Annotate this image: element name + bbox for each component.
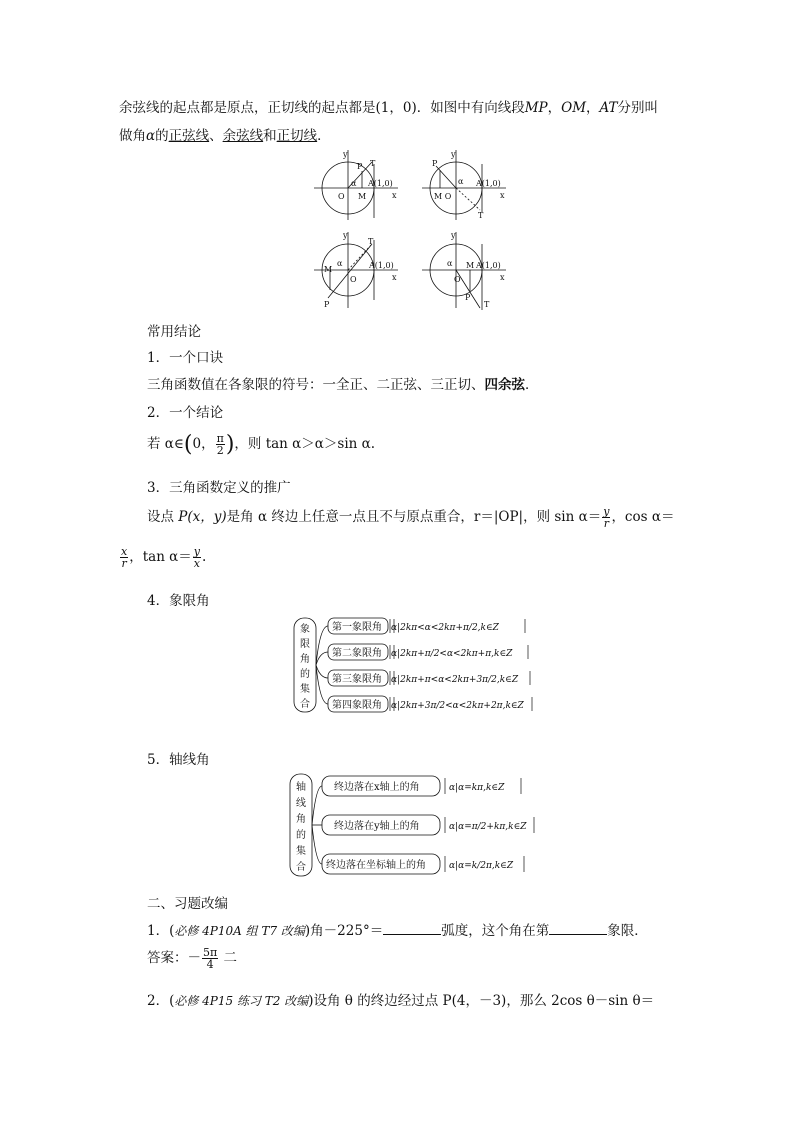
fig-label-y: y (451, 150, 456, 159)
quadrant-label-4: 第四象限角 (332, 700, 382, 711)
rule-end: ． (525, 377, 539, 393)
den: 2 (216, 444, 224, 457)
fig-label-x: x (500, 273, 505, 282)
den: r (121, 557, 127, 570)
fig-label-y: y (451, 231, 456, 240)
figure-quadrant-1 (314, 150, 398, 220)
q1-text: 弧度，这个角在第 (441, 923, 550, 939)
num: y (193, 545, 201, 558)
c2-rest: ，则 tan α＞α＞sin α. (234, 436, 376, 452)
vertical-char: 象 (300, 624, 310, 635)
fig-label-p: P (465, 293, 471, 302)
figure-quadrant-2 (422, 150, 506, 220)
sep: ． (317, 128, 331, 144)
def-text: 设点 (147, 509, 179, 525)
num: x (121, 545, 128, 558)
answer-label: 答案：－ (147, 950, 201, 966)
answer-blank-2[interactable] (549, 922, 607, 935)
num: 5π (203, 946, 218, 959)
axis-label-both: 终边落在坐标轴上的角 (326, 860, 426, 871)
c2-text: 若 α∈ (147, 436, 184, 452)
term-tangent-line: 正切线 (276, 128, 318, 144)
vertical-char: 合 (300, 699, 310, 710)
y-over-x (193, 546, 201, 569)
fig-label-a: A(1,0) (476, 179, 501, 188)
intro-text: 做角 (119, 128, 146, 144)
answer-blank-1[interactable] (383, 922, 441, 935)
quadrant-set-1: α|2kπ<α<2kπ+π/2,k∈Z (391, 623, 499, 633)
fig-label-x: x (392, 273, 397, 282)
item-5-title: 5．轴线角 (147, 752, 210, 768)
figure-quadrant-4 (422, 231, 506, 310)
fig-label-m: M (324, 265, 333, 274)
term-cosine-line: 余弦线 (222, 128, 264, 144)
intro-line-1 (119, 96, 658, 116)
def-text: ，tan α＝ (129, 549, 192, 565)
fig-label-m: M (358, 192, 367, 201)
paren-close: ) (225, 432, 235, 457)
fig-label-t: T (478, 211, 484, 220)
fig-label-m: M (466, 261, 475, 270)
q2-text: 2．( (147, 993, 175, 1009)
fig-label-alpha: α (447, 259, 453, 268)
fig-label-a: A(1,0) (368, 179, 393, 188)
item-1-title: 1．一个口诀 (147, 350, 224, 366)
den: r (603, 517, 609, 530)
item-4-title: 4．象限角 (147, 593, 210, 609)
quadrant-set-4: α|2kπ+3π/2<α<2kπ+2π,k∈Z (391, 701, 524, 711)
fig-label-a: A(1,0) (476, 261, 501, 270)
fig-label-alpha: α (458, 177, 464, 186)
fig-label-y: y (343, 150, 348, 159)
answer-1 (147, 946, 237, 970)
quadrant-label-3: 第三象限角 (332, 674, 382, 685)
num: π (216, 432, 224, 445)
vertical-char: 合 (296, 862, 306, 873)
definition-line-2 (119, 545, 206, 569)
fig-label-y: y (343, 231, 348, 240)
fig-label-alpha: α (337, 259, 343, 268)
y-over-r (602, 506, 610, 529)
vertical-char: 轴 (296, 782, 306, 793)
sep: ， (547, 100, 562, 116)
fig-label-p: P (324, 300, 330, 309)
intro-text: 余弦线的起点都是原点，正切线的起点都是(1，0)．如图中有向线段 (119, 100, 525, 116)
intro-line-2 (119, 124, 331, 144)
alpha-symbol: α (146, 128, 156, 144)
num: y (603, 505, 610, 518)
axis-set-x: α|α=kπ,k∈Z (449, 783, 505, 793)
fig-label-mo: M O (434, 192, 452, 201)
pi-over-2 (216, 433, 225, 456)
den: 4 (206, 958, 214, 971)
question-1 (147, 919, 648, 939)
axis-angle-diagram (286, 770, 540, 880)
c2-zero: 0， (192, 436, 215, 452)
fig-label-a: A(1,0) (369, 261, 394, 270)
vertical-char: 的 (300, 669, 310, 680)
fig-label-p: P (357, 162, 363, 171)
vertical-char: 线 (296, 798, 306, 809)
q1-text: 象限． (607, 923, 648, 939)
q1-text: )角－225°＝ (304, 923, 384, 939)
paren-open: ( (183, 432, 193, 457)
rule-bold: 四余弦 (484, 377, 525, 393)
q1-text: 1．( (147, 923, 175, 939)
vertical-char: 集 (296, 846, 306, 857)
q2-source: 必修 4P15 练习 T2 改编 (174, 994, 309, 1008)
axis-label-x: 终边落在x轴上的角 (334, 782, 420, 793)
fig-label-o: O (454, 275, 461, 284)
segment-om: OM (561, 100, 587, 116)
vertical-char: 集 (300, 684, 310, 695)
axis-set-y: α|α=π/2+kπ,k∈Z (449, 822, 527, 832)
answer-fraction (202, 947, 218, 970)
quadrant-label-2: 第二象限角 (332, 648, 382, 659)
axis-set-both: α|α=k/2π,k∈Z (449, 861, 514, 871)
sep: ， (586, 100, 600, 116)
fig-label-x: x (392, 191, 397, 200)
def-text: ，cos α＝ (611, 509, 675, 525)
segment-at: AT (599, 100, 618, 116)
fig-label-t: T (484, 300, 490, 309)
quadrant-angle-diagram (290, 612, 540, 718)
fig-label-alpha: α (351, 179, 357, 188)
sep: 和 (263, 128, 277, 144)
fig-label-o: O (338, 192, 345, 201)
intro-text: 分别叫 (617, 100, 659, 116)
vertical-char: 限 (300, 639, 310, 650)
rule-text: 三角函数值在各象限的符号：一全正、二正弦、三正切、 (147, 377, 485, 393)
item-3-title: 3．三角函数定义的推广 (147, 480, 291, 496)
item-2-title: 2．一个结论 (147, 405, 224, 421)
axis-label-y: 终边落在y轴上的角 (334, 821, 420, 832)
quadrant-set-3: α|2kπ+π<α<2kπ+3π/2,k∈Z (391, 675, 519, 685)
x-over-r (120, 546, 128, 569)
definition-line-1 (147, 505, 674, 529)
vertical-char: 的 (296, 830, 306, 841)
fig-label-t: T (368, 237, 374, 246)
quadrant-label-1: 第一象限角 (332, 622, 382, 633)
fig-label-t: T (370, 159, 376, 168)
def-text: 是角 α 终边上任意一点且不与原点重合，r＝|OP|，则 sin α＝ (226, 509, 602, 525)
sep: 、 (209, 128, 223, 144)
figure-quadrant-3 (314, 231, 398, 309)
term-sine-line: 正弦线 (168, 128, 210, 144)
vertical-char: 角 (300, 654, 310, 665)
fig-label-o: O (350, 275, 357, 284)
common-conclusions-title: 常用结论 (147, 324, 201, 340)
conclusion-2 (147, 432, 375, 457)
fig-label-x: x (500, 191, 505, 200)
coords: (x，y) (187, 509, 227, 525)
den: x (193, 557, 201, 570)
question-2 (147, 989, 654, 1009)
def-end: . (202, 549, 207, 565)
answer-quadrant: 二 (223, 950, 238, 966)
vertical-char: 角 (296, 814, 306, 825)
exercise-title: 二、习题改编 (147, 896, 228, 912)
intro-text: 的 (155, 128, 169, 144)
quadrant-set-2: α|2kπ+π/2<α<2kπ+π,k∈Z (391, 649, 513, 659)
rule-1 (147, 373, 539, 393)
point-p: P (178, 509, 188, 525)
q2-text: )设角 θ 的终边经过点 P(4，－3)，那么 2cos θ－sin θ＝ (308, 993, 655, 1009)
fig-label-p: P (432, 159, 438, 168)
q1-source: 必修 4P10A 组 T7 改编 (174, 924, 305, 938)
segment-mp: MP (524, 100, 548, 116)
unit-circle-figures (310, 148, 520, 320)
